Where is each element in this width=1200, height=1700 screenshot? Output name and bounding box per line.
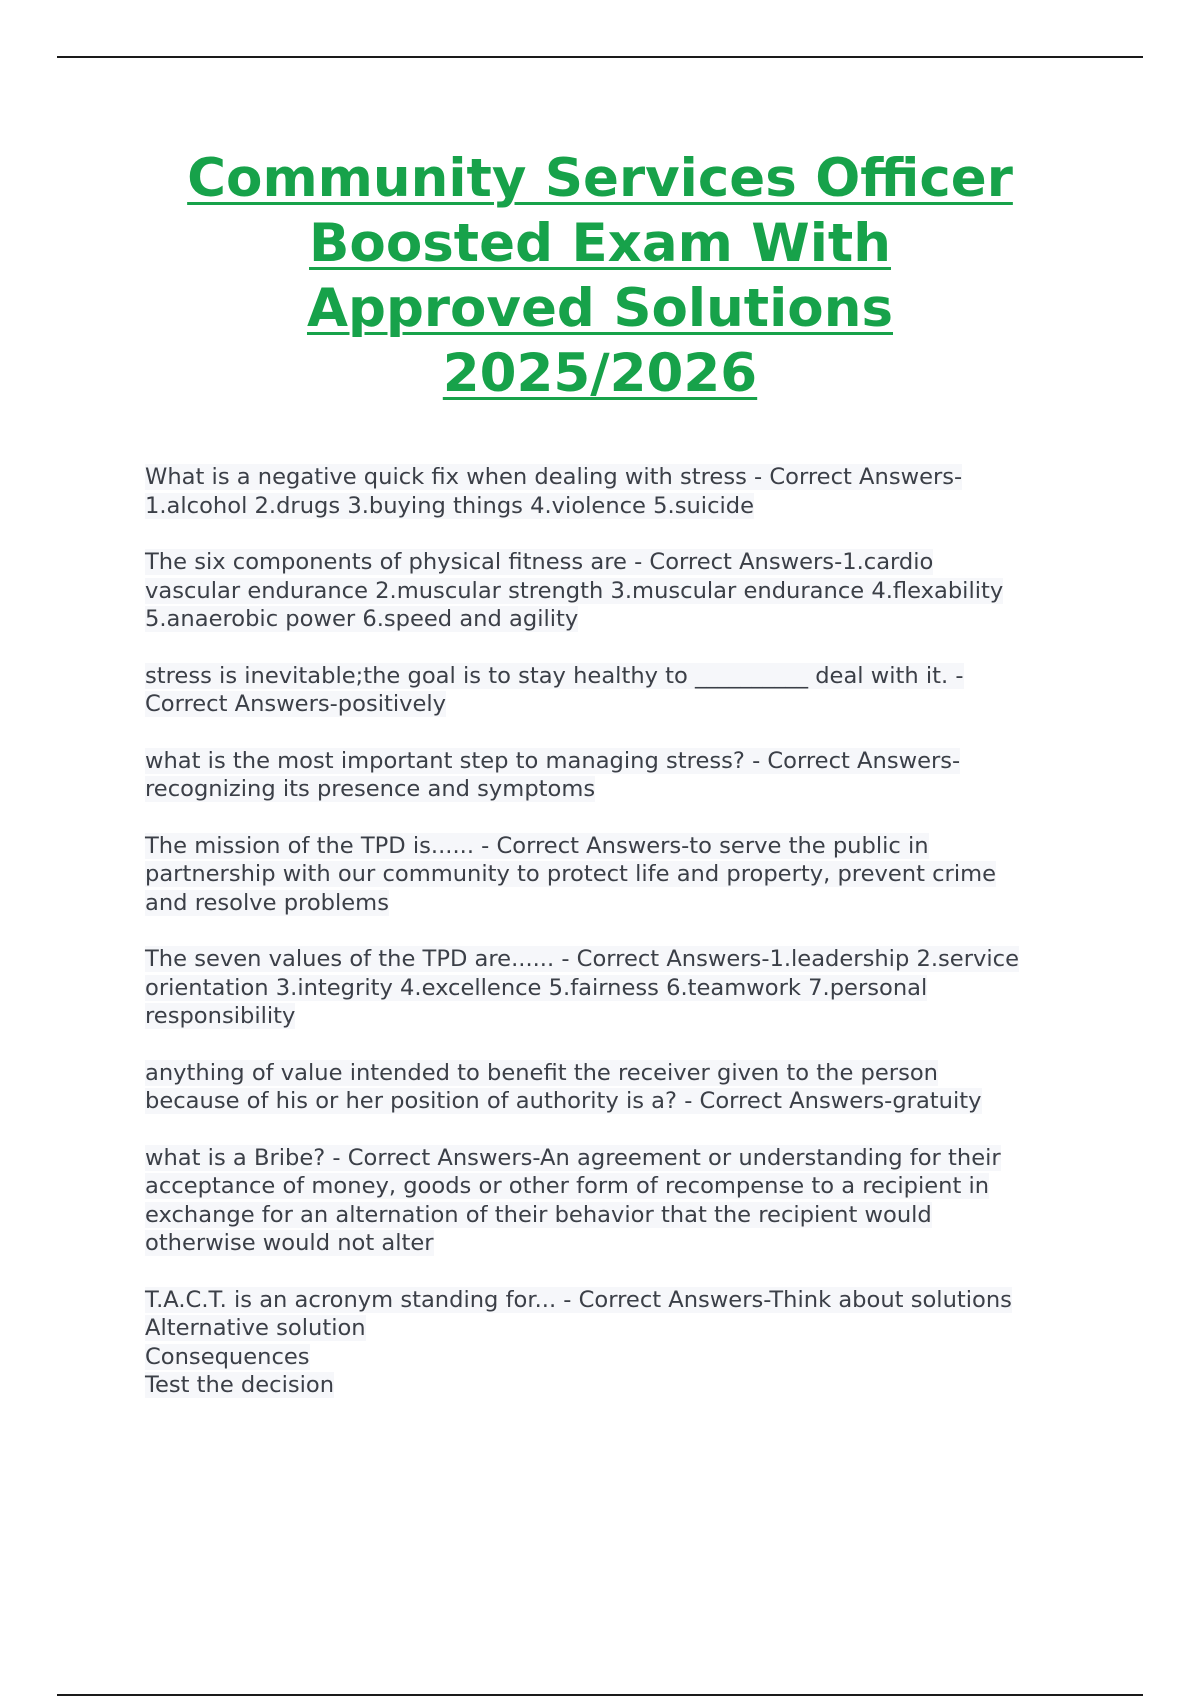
qa-item (145, 1059, 1095, 1116)
qa-text-line: stress is inevitable;the goal is to stay healthy to __________ deal with it. - (145, 662, 964, 689)
qa-text-line: 5.anaerobic power 6.speed and agility (145, 606, 579, 632)
qa-text-line: acceptance of money, goods or other form of recompense to a recipient in (145, 1173, 990, 1199)
qa-item (145, 1144, 1095, 1258)
qa-item (145, 463, 1095, 520)
qa-text-line: exchange for an alternation of their behavior that the recipient would (145, 1201, 932, 1228)
qa-item (145, 548, 1095, 634)
qa-text-line: Consequences (145, 1343, 310, 1370)
qa-text-line: responsibility (145, 1003, 296, 1029)
qa-text-line: what is a Bribe? - Correct Answers-An agreement or understanding for their (145, 1144, 1001, 1171)
qa-text-line: what is the most important step to managing stress? - Correct Answers- (145, 747, 961, 774)
qa-text-line: and resolve problems (145, 889, 389, 916)
title-line: Approved Solutions (306, 278, 893, 339)
qa-text-line: otherwise would not alter (145, 1230, 434, 1256)
qa-text-line: recognizing its presence and symptoms (145, 776, 596, 802)
header-rule (57, 56, 1143, 58)
qa-item (145, 832, 1095, 918)
qa-text-line: partnership with our community to protect life and property, prevent crime (145, 861, 997, 887)
document-title (100, 146, 1100, 406)
qa-text-line: The seven values of the TPD are...... - Correct Answers-1.leadership 2.service (145, 946, 1019, 972)
footer-rule (57, 1694, 1143, 1696)
qa-text-line: anything of value intended to benefit the receiver given to the person (145, 1059, 938, 1086)
qa-text-line: vascular endurance 2.muscular strength 3.muscular endurance 4.flexability (145, 577, 1004, 604)
qa-text-line: because of his or her position of authority is a? - Correct Answers-gratuity (145, 1088, 982, 1114)
qa-text-line: The six components of physical fitness are - Correct Answers-1.cardio (145, 549, 934, 575)
qa-text-line: T.A.C.T. is an acronym standing for... - Correct Answers-Think about solutions (145, 1286, 1012, 1313)
qa-item (145, 945, 1095, 1031)
qa-item (145, 1286, 1095, 1400)
qa-text-line: The mission of the TPD is...... - Correct Answers-to serve the public in (145, 832, 929, 859)
qa-item (145, 662, 1095, 719)
title-line: Boosted Exam With (309, 213, 891, 274)
qa-text-line: What is a negative quick fix when dealing with stress - Correct Answers- (145, 464, 963, 490)
qa-text-line: 1.alcohol 2.drugs 3.buying things 4.violence 5.suicide (145, 492, 755, 519)
qa-text-line: Alternative solution (145, 1315, 366, 1341)
qa-list (145, 463, 1095, 1428)
title-line: Community Services Officer (187, 148, 1013, 209)
qa-text-line: Correct Answers-positively (145, 691, 447, 717)
qa-item (145, 747, 1095, 804)
qa-text-line: Test the decision (145, 1372, 335, 1398)
title-line: 2025/2026 (442, 343, 758, 404)
qa-text-line: orientation 3.integrity 4.excellence 5.fairness 6.teamwork 7.personal (145, 974, 928, 1001)
